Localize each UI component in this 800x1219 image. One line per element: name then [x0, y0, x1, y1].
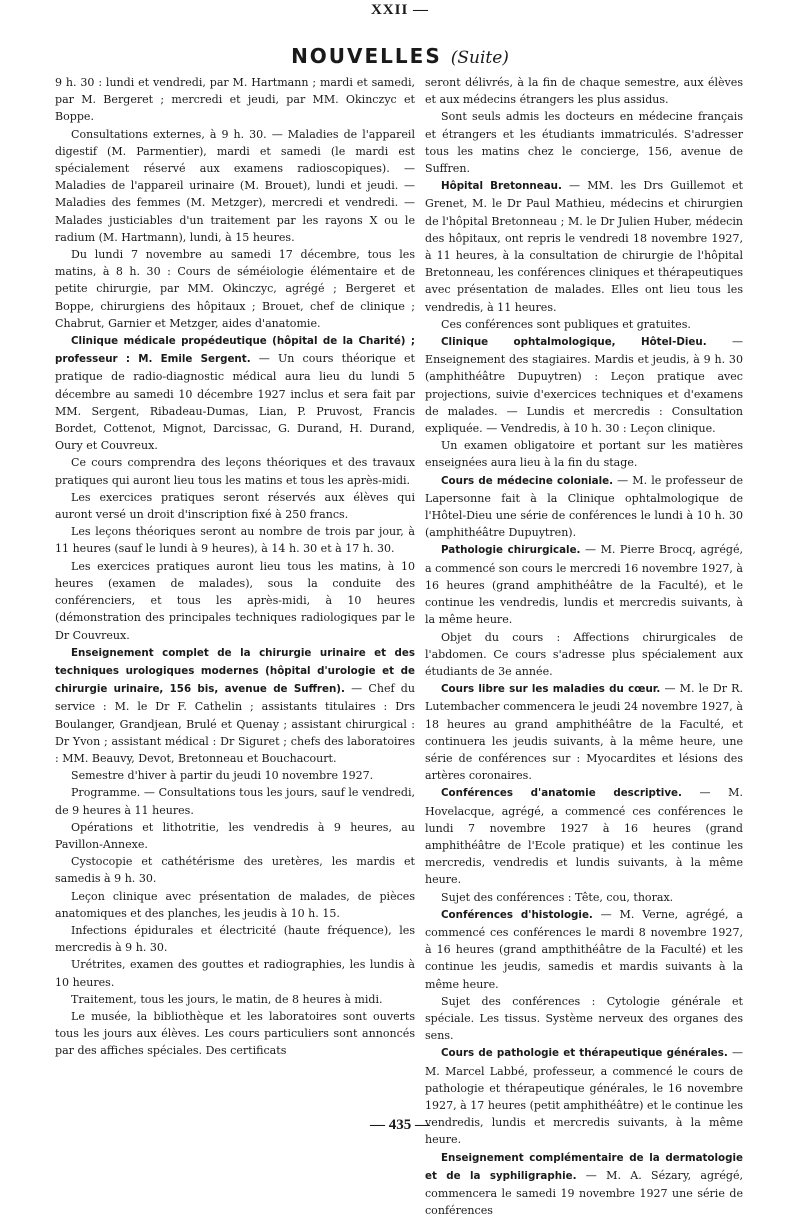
paragraph-text: — M. le professeur de Lapersonne fait à la Clinique ophtalmologique de l'Hôtel-Dieu une série de conférences le lundi à 10 h. 30 (amphithéâtre Dupuytren).	[425, 473, 743, 540]
paragraph-heading: Hôpital Bretonneau.	[441, 180, 562, 193]
paragraph	[425, 316, 743, 333]
paragraph-text: Ces conférences sont publiques et gratuites.	[441, 317, 691, 331]
paragraph-text: Ce cours comprendra des leçons théoriques et des travaux pratiques qui auront lieu tous les matins et tous les après-midi.	[55, 456, 415, 487]
paragraph	[425, 333, 743, 437]
paragraph-text: Programme. — Consultations tous les jours, sauf le vendredi, de 9 heures à 11 heures.	[55, 786, 415, 817]
paragraph	[55, 126, 415, 246]
paragraph	[425, 472, 743, 542]
paragraph	[425, 993, 743, 1045]
paragraph-text: Cystocopie et cathétérisme des uretères, les mardis et samedis à 9 h. 30.	[55, 855, 415, 886]
page-number-roman: XXII —	[370, 2, 430, 18]
paragraph-text: Leçon clinique avec présentation de malades, de pièces anatomiques et des planches, les jeudis à 10 h. 15.	[55, 889, 415, 920]
left-column	[55, 74, 415, 1094]
paragraph	[55, 246, 415, 332]
paragraph	[425, 629, 743, 681]
paragraph	[55, 922, 415, 956]
paragraph	[55, 74, 415, 126]
page-folio: — 435 —	[370, 1117, 430, 1133]
paragraph-text: Sujet des conférences : Cytologie générale et spéciale. Les tissus. Système nerveux des organes des sens.	[425, 994, 743, 1043]
paragraph-text: — M. A. Sézary, agrégé, commencera le samedi 19 novembre 1927 une série de conférences	[425, 1168, 743, 1218]
paragraph	[425, 177, 743, 316]
paragraph-text: Urétrites, examen des gouttes et radiographies, les lundis à 10 heures.	[55, 958, 415, 989]
paragraph	[55, 454, 415, 488]
paragraph-heading: Pathologie chirurgicale.	[441, 544, 581, 557]
paragraph-heading: Cours libre sur les maladies du cœur.	[441, 683, 661, 696]
paragraph	[425, 906, 743, 993]
paragraph	[425, 1149, 743, 1219]
paragraph-text: Les exercices pratiques seront réservés aux élèves qui auront versé un droit d'inscription fixé à 250 francs.	[55, 490, 415, 522]
paragraph	[55, 523, 415, 557]
paragraph	[425, 680, 743, 784]
paragraph-text: Opérations et lithotritie, les vendredis à 9 heures, au Pavillon-Annexe.	[55, 820, 415, 851]
paragraph	[425, 889, 743, 906]
paragraph	[55, 956, 415, 990]
paragraph-heading: Clinique ophtalmologique, Hôtel-Dieu.	[441, 336, 707, 349]
paragraph-text: Traitement, tous les jours, le matin, de 8 heures à midi.	[71, 992, 383, 1006]
paragraph-text: — M. Hovelacque, agrégé, a commencé ces conférences le lundi 7 novembre 1927 à 16 heures (grand amphithéâtre de l'Ecole pratique) et les continue les mercredis, vendredis et lundis suivants, à la même heure.	[425, 786, 743, 887]
paragraph	[55, 332, 415, 454]
paragraph-text: Semestre d'hiver à partir du jeudi 10 novembre 1927.	[71, 769, 374, 783]
paragraph	[55, 819, 415, 853]
paragraph-text: Les exercices pratiques auront lieu tous les matins, à 10 heures (examen de malades), sous la conduite des conférenciers, et tous les après-midi, à 10 heures (démonstration des principales techniques radiologiques par le Dr Couvreux.	[55, 559, 415, 642]
paragraph-text: — M. Pierre Brocq, agrégé, a commencé son cours le mercredi 16 novembre 1927, à 16 heures (grand amphithéâtre de la Faculté), et le continue les vendredis, lundis et mercredis suivants, à la même heure.	[425, 543, 743, 627]
page-title	[0, 44, 800, 68]
paragraph-text: Les leçons théoriques seront au nombre de trois par jour, à 11 heures (sauf le lundi à 9 heures), à 14 h. 30 et à 17 h. 30.	[55, 525, 415, 556]
paragraph	[425, 784, 743, 888]
paragraph-text: — M. Marcel Labbé, professeur, a commencé le cours de pathologie et thérapeutique générales, le 16 novembre 1927, à 17 heures (petit amphithéâtre) et le continue les vendredis, lundis et mercredis suivants, à la même heure.	[425, 1046, 743, 1147]
paragraph-heading: Conférences d'anatomie descriptive.	[441, 787, 682, 800]
paragraph-heading: Enseignement complet de la chirurgie urinaire et des techniques urologiques modernes (hôpital d'urologie et de chirurgie urinaire, 156 bis, avenue de Suffren).	[55, 646, 415, 696]
paragraph	[55, 1008, 415, 1060]
paragraph-text: Du lundi 7 novembre au samedi 17 décembre, tous les matins, à 8 h. 30 : Cours de séméiologie élémentaire et de petite chirurgie, par MM. Okinczyc, agrégé ; Bergeret et Boppe, chirurgiens des hôpitaux ; Brouet, chef de clinique ; Chabrut, Garnier et Metzger, aides d'anatomie.	[55, 248, 415, 330]
right-column	[425, 74, 743, 1218]
title-subtitle: (Suite)	[450, 48, 509, 68]
paragraph-text: Objet du cours : Affections chirurgicales de l'abdomen. Ce cours s'adresse plus spécialement aux étudiants de 3e année.	[425, 630, 743, 678]
paragraph-text: Sujet des conférences : Tête, cou, thorax.	[441, 890, 674, 904]
paragraph	[425, 74, 743, 108]
paragraph-text: — Enseignement des stagiaires. Mardis et jeudis, à 9 h. 30 (amphithéâtre Dupuytren) : Leçon pratique avec projections, suivie d'exercices techniques et d'examens de malades. — Lundis et mercredis : Consultation expliquée. — Vendredis, à 10 h. 30 : Leçon clinique.	[425, 335, 743, 436]
paragraph	[425, 108, 743, 177]
paragraph-text: seront délivrés, à la fin de chaque semestre, aux élèves et aux médecins étrangers les plus assidus.	[425, 76, 743, 107]
paragraph-text: — MM. les Drs Guillemot et Grenet, M. le Dr Paul Mathieu, médecins et chirurgien de l'hôpital Bretonneau ; M. le Dr Julien Huber, médecin des hôpitaux, ont repris le vendredi 18 novembre 1927, à 11 heures, à la consultation de chirurgie de l'hôpital Bretonneau, les conférences cliniques et thérapeutiques avec présentation de malades. Elles ont lieu tous les vendredis, à 11 heures.	[425, 179, 743, 314]
paragraph	[425, 437, 743, 471]
paragraph	[55, 489, 415, 523]
paragraph	[55, 853, 415, 887]
paragraph-heading: Conférences d'histologie.	[441, 908, 593, 921]
paragraph-heading: Cours de pathologie et thérapeutique générales.	[441, 1047, 728, 1060]
paragraph	[55, 784, 415, 818]
paragraph-text: Infections épidurales et électricité (haute fréquence), les mercredis à 9 h. 30.	[55, 923, 415, 955]
paragraph	[55, 991, 415, 1008]
paragraph-heading: Cours de médecine coloniale.	[441, 474, 614, 487]
paragraph-text: Un examen obligatoire et portant sur les matières enseignées aura lieu à la fin du stage.	[425, 439, 743, 470]
paragraph	[55, 767, 415, 784]
paragraph-text: 9 h. 30 : lundi et vendredi, par M. Hartmann ; mardi et samedi, par M. Bergeret ; mercredi et jeudi, par MM. Okinczyc et Boppe.	[55, 76, 415, 124]
paragraph-heading: Clinique médicale propédeutique (hôpital de la Charité) ; professeur : M. Emile Sergent.	[55, 335, 415, 366]
paragraph-text: — Un cours théorique et pratique de radio-diagnostic médical aura lieu du lundi 5 décembre au samedi 10 décembre 1927 inclus et sera fait par MM. Sergent, Ribadeau-Dumas, Lian, P. Pruvost, Francis Bordet, Cottenot, Mignot, Darcissac, G. Durand, H. Durand, Oury et Couvreux.	[55, 352, 415, 453]
paragraph-text: Le musée, la bibliothèque et les laboratoires sont ouverts tous les jours aux élèves. Les cours particuliers sont annoncés par des affiches spéciales. Des certificats	[55, 1009, 415, 1058]
paragraph-text: Sont seuls admis les docteurs en médecine français et étrangers et les étudiants immatriculés. S'adresser tous les matins chez le concierge, 156, avenue de Suffren.	[425, 110, 743, 176]
title-text: NOUVELLES	[291, 44, 442, 68]
paragraph-text: — Chef du service : M. le Dr F. Cathelin ; assistants titulaires : Drs Boulanger, Grandjean, Brulé et Quenay ; assistant chirurgical : Dr Yvon ; assistant médical : Dr Siguret ; chefs des laboratoires : MM. Beauvy, Devot, Bretonneau et Bouchacourt.	[55, 682, 415, 765]
paragraph-heading: Enseignement complémentaire de la dermatologie et de la syphiligraphie.	[425, 1151, 743, 1182]
paragraph-text: — M. le Dr R. Lutembacher commencera le jeudi 24 novembre 1927, à 18 heures au grand amphithéâtre de la Faculté, et continuera les jeudis suivants, à la même heure, une série de conférences sur : Myocardites et lésions des artères coronaires.	[425, 682, 743, 783]
paragraph-text: — M. Verne, agrégé, a commencé ces conférences le mardi 8 novembre 1927, à 16 heures (grand ampthithéâtre de la Faculté) et les continue les jeudis, samedis et mardis suivants à la même heure.	[425, 907, 743, 991]
paragraph	[55, 558, 415, 644]
paragraph	[55, 888, 415, 922]
paragraph	[55, 644, 415, 767]
paragraph-text: Consultations externes, à 9 h. 30. — Maladies de l'appareil digestif (M. Parmentier), mardi et samedi (le mardi est spécialement réservé aux examens radioscopiques). — Maladies de l'appareil urinaire (M. Brouet), lundi et jeudi. — Maladies des femmes (M. Metzger), mercredi et vendredi. — Malades justiciables d'un traitement par les rayons X ou le radium (M. Hartmann), lundi, à 15 heures.	[55, 127, 415, 244]
paragraph	[425, 541, 743, 628]
